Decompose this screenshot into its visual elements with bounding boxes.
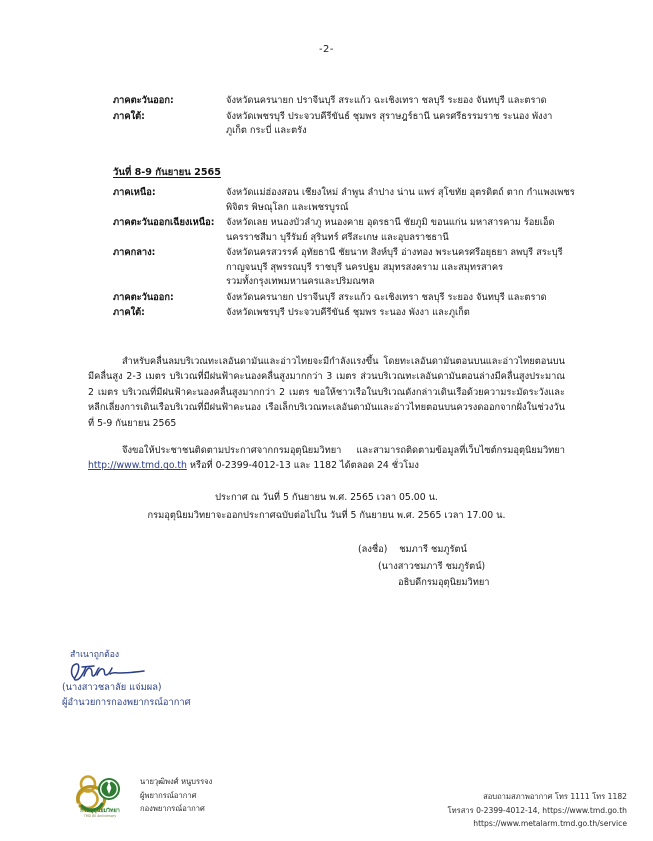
- region-value-line: รวมทั้งกรุงเทพมหานครและปริมณฑล: [226, 276, 375, 287]
- region-value-line: จังหวัดเลย หนองบัวลำภู หนองคาย อุดรธานี ชัยภูมิ ขอนแก่น มหาสารคาม ร้อยเอ็ด: [226, 217, 555, 228]
- wave-conditions-paragraph: [88, 354, 565, 431]
- region-row: [113, 246, 583, 290]
- footer-contact-service-url[interactable]: https://www.metalarm.tmd.go.th/service: [473, 819, 627, 828]
- region-label: ภาคตะวันออก:: [113, 291, 174, 303]
- signed-label: (ลงชื่อ): [358, 544, 388, 555]
- region-values: [226, 94, 583, 109]
- region-row: [113, 94, 583, 109]
- region-value-line: พิจิตร พิษณุโลก และเพชรบูรณ์: [226, 201, 349, 213]
- region-label: ภาคเหนือ:: [113, 187, 156, 198]
- announced-date-line: ประกาศ ณ วันที่ 5 กันยายน พ.ศ. 2565 เวลา 05.00 น.: [215, 492, 438, 503]
- region-values: [226, 110, 583, 139]
- follow-announcement-paragraph: [88, 443, 565, 474]
- certified-copy-name: (นางสาวชลาลัย แจ่มผล): [62, 682, 162, 693]
- wave-conditions-text: สำหรับคลื่นลมบริเวณทะเลอันดามันและอ่าวไทยจะมีกำลังแรงขึ้น โดยทะเลอันดามันตอนบนและอ่าวไทยตอนบนมีคลื่นสูง 2-3 เมตร บริเวณที่มีฝนฟ้าคะนองคลื่นสูงมากกว่า 3 เมตร ส่วนบริเวณทะเลอันดามันตอนล่างมีคลื่นสูงประมาณ 2 เมตร บริเวณที่มีฝนฟ้าคะนองคลื่นสูงมากกว่า 2 เมตร ขอให้ชาวเรือในบริเวณดังกล่าวเดินเรือด้วยความระมัดระวังและหลีกเลี่ยงการเดินเรือบริเวณที่มีฝนฟ้าคะนอง เรือเล็กบริเวณทะเลอันดามันและอ่าวไทยตอนบนควรงดออกจากฝั่งในช่วงวันที่ 5-9 กันยายน 2565: [88, 356, 565, 429]
- handwritten-signature-icon: [64, 660, 322, 680]
- signature-block: [330, 542, 580, 592]
- region-values: [226, 216, 583, 245]
- region-label: ภาคใต้:: [113, 307, 145, 318]
- region-label: ภาคใต้:: [113, 110, 145, 122]
- footer-contact-info: [448, 790, 627, 831]
- certified-copy-position: ผู้อำนวยการกองพยากรณ์อากาศ: [62, 697, 191, 708]
- region-value-line: ภูเก็ต กระบี่ และตรัง: [226, 125, 307, 136]
- signature-position: อธิบดีกรมอุตุนิยมวิทยา: [398, 577, 490, 588]
- region-group-first: [113, 94, 583, 140]
- svg-text:TMD 80 Anniversary: TMD 80 Anniversary: [83, 814, 117, 818]
- region-label: ภาคกลาง:: [113, 247, 156, 258]
- tmd-anniversary-logo-icon: [72, 772, 128, 820]
- region-row: [113, 110, 583, 139]
- region-values: [226, 246, 583, 290]
- contact-phone-text: หรือที่ 0-2399-4012-13 และ 1182 ได้ตลอด 24 ชั่วโมง: [186, 460, 419, 472]
- region-label: ภาคตะวันออก:: [113, 95, 174, 106]
- region-value-line: จังหวัดแม่ฮ่องสอน เชียงใหม่ ลำพูน ลำปาง น่าน แพร่ สุโขทัย อุตรดิตถ์ ตาก กำแพงเพชร: [226, 187, 575, 198]
- region-value-line: จังหวัดนครสวรรค์ อุทัยธานี ชัยนาท สิงห์บุรี อ่างทอง พระนครศรีอยุธยา ลพบุรี สระบุรี: [226, 247, 563, 258]
- region-value-line: นครราชสีมา บุรีรัมย์ สุรินทร์ ศรีสะเกษ และอุบลราชธานี: [226, 231, 449, 243]
- forecaster-name: นายวุฒิพงศ์ หนูบรรจง: [140, 777, 213, 786]
- region-value-line: จังหวัดนครนายก ปราจีนบุรี สระแก้ว ฉะเชิงเทรา ชลบุรี ระยอง จันทบุรี และตราด: [226, 95, 547, 106]
- signature-printed-name: (นางสาวชมภารี ชมภูรัตน์): [378, 560, 486, 572]
- date-heading: วันที่ 8-9 กันยายน 2565: [113, 167, 221, 178]
- footer-forecaster-info: [140, 772, 212, 816]
- region-values: [226, 291, 583, 306]
- region-value-line: จังหวัดนครนายก ปราจีนบุรี สระแก้ว ฉะเชิงเทรา ชลบุรี ระยอง จันทบุรี และตราด: [226, 291, 547, 303]
- region-row: [113, 186, 583, 215]
- follow-announcement-text: จึงขอให้ประชาชนติดตามประกาศจากกรมอุตุนิยมวิทยา และสามารถติดตามข้อมูลที่เว็บไซต์กรมอุตุนิยมวิทยา: [122, 445, 565, 456]
- signed-name: ชมภารี ชมภูรัตน์: [399, 544, 467, 555]
- footer-contact-fax-web[interactable]: โทรสาร 0-2399-4012-14, https://www.tmd.go.th: [447, 805, 627, 815]
- page-number: -2-: [318, 44, 335, 55]
- region-row: [113, 216, 583, 245]
- region-values: [226, 306, 583, 321]
- next-issue-line: กรมอุตุนิยมวิทยาจะออกประกาศฉบับต่อไปใน วันที่ 5 กันยายน พ.ศ. 2565 เวลา 17.00 น.: [147, 510, 506, 521]
- forecaster-position: ผู้พยากรณ์อากาศ: [140, 790, 197, 800]
- region-value-line: กาญจนบุรี สุพรรณบุรี ราชบุรี นครปฐม สมุทรสงคราม และสมุทรสาคร: [226, 261, 504, 273]
- region-row: [113, 291, 583, 306]
- region-value-line: จังหวัดเพชรบุรี ประจวบคีรีขันธ์ ชุมพร สุราษฎร์ธานี นครศรีธรรมราช ระนอง พังงา: [226, 110, 553, 122]
- svg-text:กรมอุตุนิยมวิทยา: กรมอุตุนิยมวิทยา: [80, 808, 120, 814]
- region-values: [226, 186, 583, 215]
- certified-copy-block: [62, 648, 322, 710]
- signature-row: [330, 542, 580, 559]
- region-group-second: [113, 186, 583, 322]
- region-label: ภาคตะวันออกเฉียงเหนือ:: [113, 217, 215, 228]
- footer-contact-phone: สอบถามสภาพอากาศ โทร 1111 โทร 1182: [483, 792, 627, 801]
- region-row: [113, 306, 583, 321]
- forecaster-division: กองพยากรณ์อากาศ: [140, 804, 205, 813]
- footer-left: [72, 772, 212, 820]
- certified-copy-label: สำเนาถูกต้อง: [70, 650, 120, 660]
- region-value-line: จังหวัดเพชรบุรี ประจวบคีรีขันธ์ ชุมพร ระนอง พังงา และภูเก็ต: [226, 307, 470, 318]
- tmd-website-link[interactable]: http://www.tmd.go.th: [88, 460, 187, 472]
